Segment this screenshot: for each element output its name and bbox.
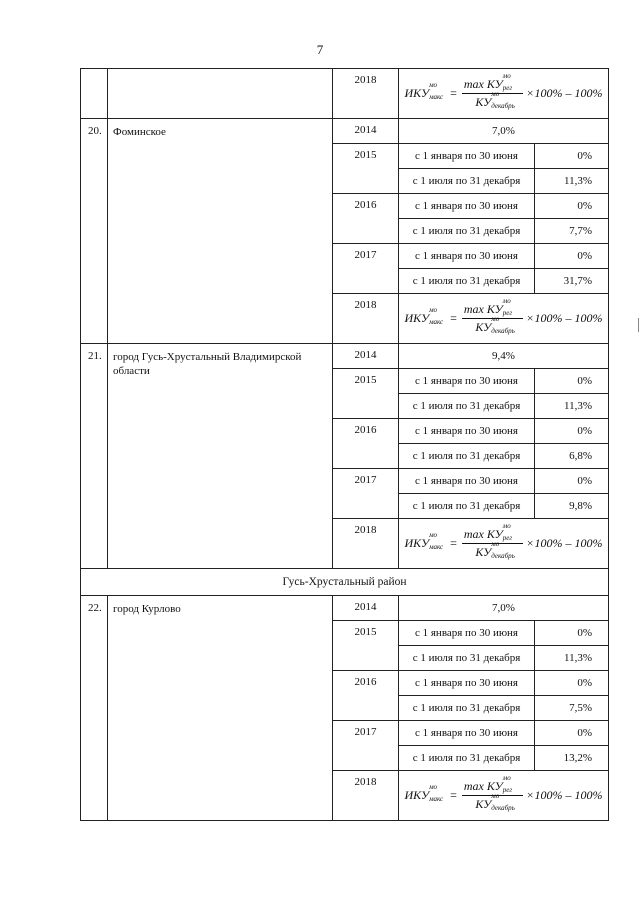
period-label: с 1 июля по 31 декабря: [399, 646, 535, 671]
period-label: с 1 июля по 31 декабря: [399, 219, 535, 244]
period-value: 31,7%: [535, 269, 609, 294]
formula-cell: [399, 519, 609, 569]
period-label: с 1 июля по 31 декабря: [399, 494, 535, 519]
period-label: с 1 января по 30 июня: [399, 419, 535, 444]
period-value: 6,8%: [535, 444, 609, 469]
year-cell: 2017: [333, 244, 399, 294]
period-label: с 1 июля по 31 декабря: [399, 746, 535, 771]
year-cell: 2014: [333, 344, 399, 369]
municipality-name: город Курлово: [108, 596, 333, 821]
municipality-name: Фоминское: [108, 119, 333, 344]
period-value: 0%: [535, 419, 609, 444]
period-value: 0%: [535, 469, 609, 494]
period-label: с 1 июля по 31 декабря: [399, 444, 535, 469]
row-number: 22.: [81, 596, 108, 821]
period-value: 0%: [535, 144, 609, 169]
formula-cell: [399, 69, 609, 119]
year-cell: 2014: [333, 119, 399, 144]
year-cell: 2017: [333, 721, 399, 771]
edge-mark: [638, 318, 639, 332]
formula-cell: [399, 771, 609, 821]
period-label: с 1 января по 30 июня: [399, 671, 535, 696]
period-value: 9,8%: [535, 494, 609, 519]
table-row: [81, 596, 609, 621]
year-cell: 2016: [333, 194, 399, 244]
formula: ИКУ мо макс = max КУ мо рег КУ мо декабрь × 100% – 100%: [404, 297, 603, 335]
period-label: с 1 января по 30 июня: [399, 721, 535, 746]
table-row: [81, 119, 609, 144]
year-cell: 2016: [333, 419, 399, 469]
formula: ИКУ мо макс = max КУ мо рег КУ мо декабрь × 100% – 100%: [404, 72, 603, 110]
period-label: с 1 января по 30 июня: [399, 369, 535, 394]
tariff-table: [80, 68, 609, 821]
period-value: 0%: [535, 194, 609, 219]
table-row: [81, 344, 609, 369]
period-value: 0%: [535, 721, 609, 746]
municipality-name: город Гусь-Хрустальный Владимирской области: [108, 344, 333, 569]
period-value: 11,3%: [535, 169, 609, 194]
rate-value: 7,0%: [399, 119, 609, 144]
period-value: 11,3%: [535, 394, 609, 419]
year-cell: 2015: [333, 369, 399, 419]
table-row: [81, 569, 609, 596]
row-number: 21.: [81, 344, 108, 569]
page-number: 7: [316, 42, 324, 57]
period-label: с 1 июля по 31 декабря: [399, 269, 535, 294]
row-number: [81, 69, 108, 119]
rate-value: 7,0%: [399, 596, 609, 621]
year-cell: 2015: [333, 144, 399, 194]
period-label: с 1 июля по 31 декабря: [399, 696, 535, 721]
period-value: 11,3%: [535, 646, 609, 671]
year-cell: 2017: [333, 469, 399, 519]
period-value: 0%: [535, 244, 609, 269]
period-label: с 1 января по 30 июня: [399, 621, 535, 646]
period-label: с 1 июля по 31 декабря: [399, 394, 535, 419]
year-cell: 2018: [333, 771, 399, 821]
table-row: [81, 69, 609, 119]
year-cell: 2015: [333, 621, 399, 671]
year-cell: 2018: [333, 519, 399, 569]
period-label: с 1 июля по 31 декабря: [399, 169, 535, 194]
rate-value: 9,4%: [399, 344, 609, 369]
period-label: с 1 января по 30 июня: [399, 144, 535, 169]
formula: ИКУ мо макс = max КУ мо рег КУ мо декабрь × 100% – 100%: [404, 774, 603, 812]
municipality-name: [108, 69, 333, 119]
period-label: с 1 января по 30 июня: [399, 469, 535, 494]
row-number: 20.: [81, 119, 108, 344]
year-cell: 2018: [333, 294, 399, 344]
section-title: Гусь-Хрустальный район: [81, 569, 609, 596]
period-value: 0%: [535, 671, 609, 696]
period-value: 7,7%: [535, 219, 609, 244]
formula: ИКУ мо макс = max КУ мо рег КУ мо декабрь × 100% – 100%: [404, 522, 603, 560]
tariff-table-body: [81, 69, 609, 821]
period-value: 13,2%: [535, 746, 609, 771]
year-cell: 2016: [333, 671, 399, 721]
year-cell: 2018: [333, 69, 399, 119]
period-label: с 1 января по 30 июня: [399, 194, 535, 219]
period-label: с 1 января по 30 июня: [399, 244, 535, 269]
period-value: 0%: [535, 369, 609, 394]
formula-cell: [399, 294, 609, 344]
period-value: 7,5%: [535, 696, 609, 721]
year-cell: 2014: [333, 596, 399, 621]
period-value: 0%: [535, 621, 609, 646]
